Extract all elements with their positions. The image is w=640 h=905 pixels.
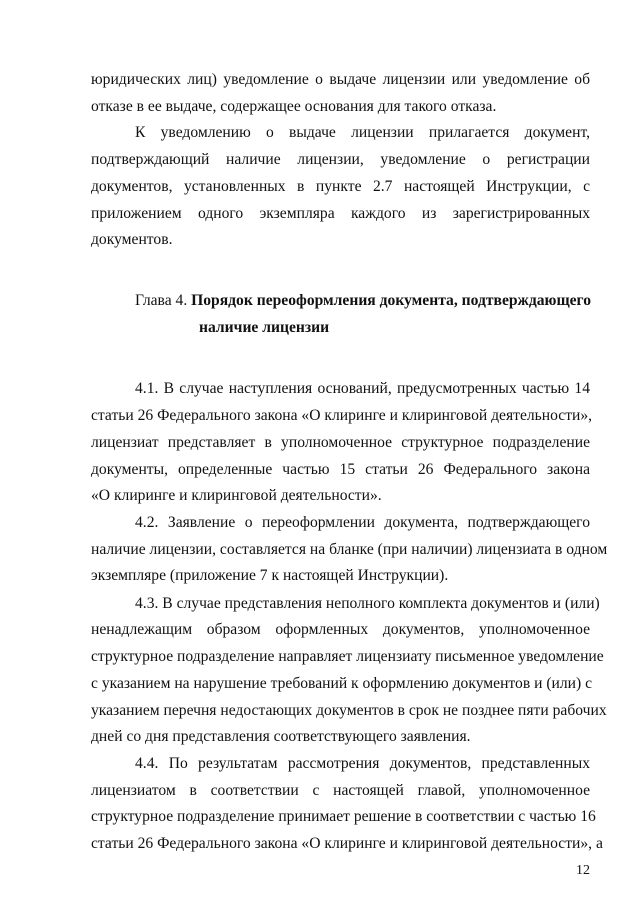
text-line: юридических лиц) уведомление о выдаче лицензии или уведомление об <box>91 71 590 88</box>
text-line: 4.1. В случае наступления оснований, предусмотренных частью 14 <box>135 380 590 397</box>
text-line: экземпляре (приложение 7 к настоящей Инструкции). <box>91 567 449 584</box>
text-line: документов. <box>91 231 173 248</box>
text-line: К уведомлению о выдаче лицензии прилагается документ, <box>135 124 590 141</box>
text-line: статьи 26 Федерального закона «О клиринге и клиринговой деятельности», <box>91 407 593 424</box>
text-line: лицензиат представляет в уполномоченное структурное подразделение <box>91 434 590 451</box>
text-line: приложением одного экземпляра каждого из зарегистрированных <box>91 205 590 222</box>
text-line: указанием перечня недостающих документов в срок не позднее пяти рабочих <box>91 702 607 719</box>
text-line: подтверждающий наличие лицензии, уведомление о регистрации <box>91 151 590 168</box>
text-line: с указанием на нарушение требований к оформлению документов и (или) с <box>91 675 593 692</box>
text-line: документы, определенные частью 15 статьи 26 Федерального закона <box>91 461 590 478</box>
chapter-heading <box>135 291 591 311</box>
text-line: ненадлежащим образом оформленных документов, уполномоченное <box>91 621 590 638</box>
text-line: документов, установленных в пункте 2.7 настоящей Инструкции, с <box>91 178 590 195</box>
text-line: 4.4. По результатам рассмотрения документов, представленных <box>135 755 590 772</box>
text-line: 4.3. В случае представления неполного комплекта документов и (или) <box>135 595 600 612</box>
text-line: структурное подразделение направляет лицензиату письменное уведомление <box>91 648 604 665</box>
page-number: 12 <box>576 863 590 878</box>
text-line: 4.2. Заявление о переоформлении документа, подтверждающего <box>135 514 590 531</box>
chapter-title-line2: наличие лицензии <box>199 319 330 336</box>
chapter-title-line1: Порядок переоформления документа, подтверждающего <box>191 292 592 309</box>
text-line: «О клиринге и клиринговой деятельности». <box>91 487 382 504</box>
text-line: статьи 26 Федерального закона «О клиринге и клиринговой деятельности», а <box>91 835 603 852</box>
text-line: структурное подразделение принимает решение в соответствии с частью 16 <box>91 808 596 825</box>
text-line: отказе в ее выдаче, содержащее основания для такого отказа. <box>91 98 497 115</box>
text-line: лицензиатом в соответствии с настоящей главой, уполномоченное <box>91 782 590 799</box>
chapter-number: Глава 4. <box>135 292 188 309</box>
text-line: дней со дня представления соответствующего заявления. <box>91 728 471 745</box>
text-line: наличие лицензии, составляется на бланке (при наличии) лицензиата в одном <box>91 541 608 558</box>
